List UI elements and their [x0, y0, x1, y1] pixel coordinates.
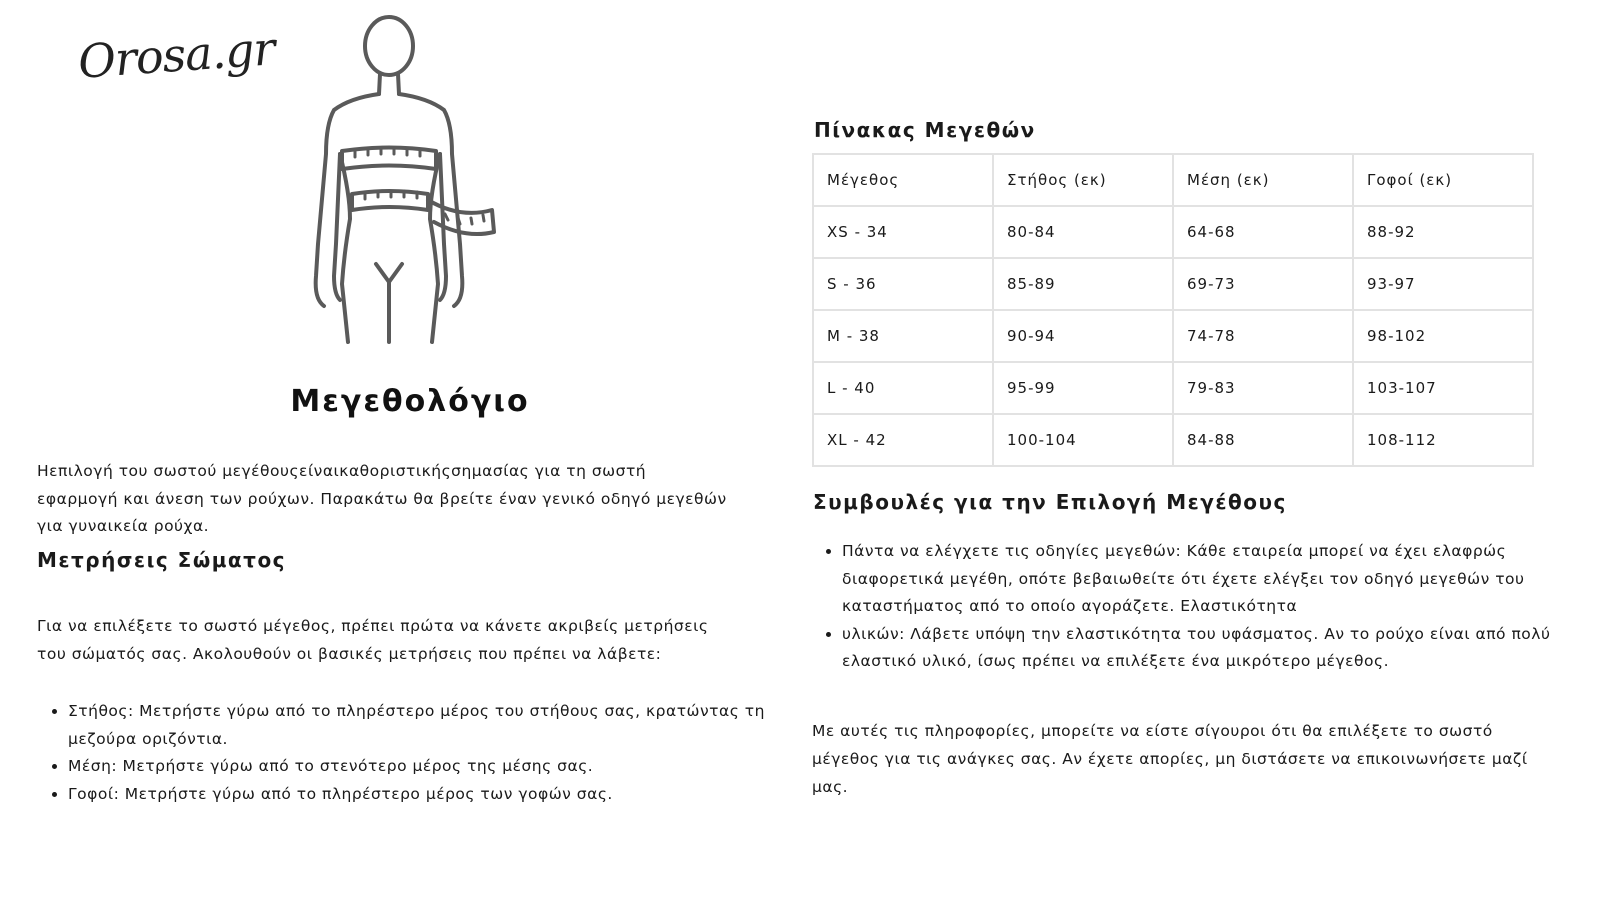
table-row: [813, 414, 1533, 466]
table-header-cell: Μέση (εκ): [1173, 154, 1353, 206]
body-measurement-figure: [300, 14, 510, 354]
table-cell: 80-84: [993, 206, 1173, 258]
table-cell: 93-97: [1353, 258, 1533, 310]
table-cell: 98-102: [1353, 310, 1533, 362]
table-header-cell: Στήθος (εκ): [993, 154, 1173, 206]
table-row: [813, 206, 1533, 258]
intro-paragraph: Ηεπιλογή του σωστού μεγέθουςείναικαθοριστικήςσημασίας για τη σωστή εφαρμογή και άνεση των ρούχων. Παρακάτω θα βρείτε έναν γενικό οδηγό μεγεθών για γυναικεία ρούχα.: [37, 462, 727, 535]
table-cell: 95-99: [993, 362, 1173, 414]
table-cell: 64-68: [1173, 206, 1353, 258]
list-item: • Γοφοί: Μετρήστε γύρω από το πληρέστερο μέρος των γοφών σας.: [68, 781, 768, 809]
table-cell: 79-83: [1173, 362, 1353, 414]
table-row: [813, 258, 1533, 310]
tips-list: [812, 538, 1562, 676]
list-item: • Πάντα να ελέγχετε τις οδηγίες μεγεθών: Κάθε εταιρεία μπορεί να έχει ελαφρώς διαφορετικά μεγέθη, οπότε βεβαιωθείτε ότι έχετε ελέγξει τον οδηγό μεγεθών του καταστήματος από το οποίο αγοράζετε. Ελαστικότητα: [842, 538, 1562, 621]
table-cell: 88-92: [1353, 206, 1533, 258]
list-item: • Μέση: Μετρήστε γύρω από το στενότερο μέρος της μέσης σας.: [68, 753, 768, 781]
table-cell: 103-107: [1353, 362, 1533, 414]
table-cell: 74-78: [1173, 310, 1353, 362]
table-cell: 108-112: [1353, 414, 1533, 466]
closing-paragraph: Με αυτές τις πληροφορίες, μπορείτε να είστε σίγουροι ότι θα επιλέξετε το σωστό μέγεθος για τις ανάγκες σας. Αν έχετε απορίες, μη διστάσετε να επικοινωνήσετε μαζί μας.: [812, 722, 1528, 796]
table-cell: L - 40: [813, 362, 993, 414]
table-cell: 100-104: [993, 414, 1173, 466]
table-header-cell: Μέγεθος: [813, 154, 993, 206]
brand-logo: Orosa.gr: [76, 21, 277, 89]
measurements-intro: Για να επιλέξετε το σωστό μέγεθος, πρέπει πρώτα να κάνετε ακριβείς μετρήσεις του σώματός σας. Ακολουθούν οι βασικές μετρήσεις που πρέπει να λάβετε:: [37, 617, 709, 663]
list-item: • υλικών: Λάβετε υπόψη την ελαστικότητα του υφάσματος. Αν το ρούχο είναι από πολύ ελαστικό υλικό, ίσως πρέπει να επιλέξετε ένα μικρότερο μέγεθος.: [842, 621, 1562, 676]
table-cell: S - 36: [813, 258, 993, 310]
table-cell: XL - 42: [813, 414, 993, 466]
table-row: [813, 310, 1533, 362]
tips-heading: Συμβουλές για την Επιλογή Μεγέθους: [813, 490, 1287, 514]
size-table-heading: Πίνακας Μεγεθών: [814, 118, 1036, 142]
table-header-row: [813, 154, 1533, 206]
table-cell: 69-73: [1173, 258, 1353, 310]
table-cell: 85-89: [993, 258, 1173, 310]
table-cell: XS - 34: [813, 206, 993, 258]
table-cell: 84-88: [1173, 414, 1353, 466]
page-title: Μεγεθολόγιο: [290, 384, 530, 419]
measurements-list: [38, 698, 768, 808]
table-row: [813, 362, 1533, 414]
table-cell: 90-94: [993, 310, 1173, 362]
table-header-cell: Γοφοί (εκ): [1353, 154, 1533, 206]
measurements-heading: Μετρήσεις Σώματος: [37, 548, 287, 572]
table-cell: M - 38: [813, 310, 993, 362]
list-item: • Στήθος: Μετρήστε γύρω από το πληρέστερο μέρος του στήθους σας, κρατώντας τη μεζούρα οριζόντια.: [68, 698, 768, 753]
size-table: [812, 153, 1534, 467]
